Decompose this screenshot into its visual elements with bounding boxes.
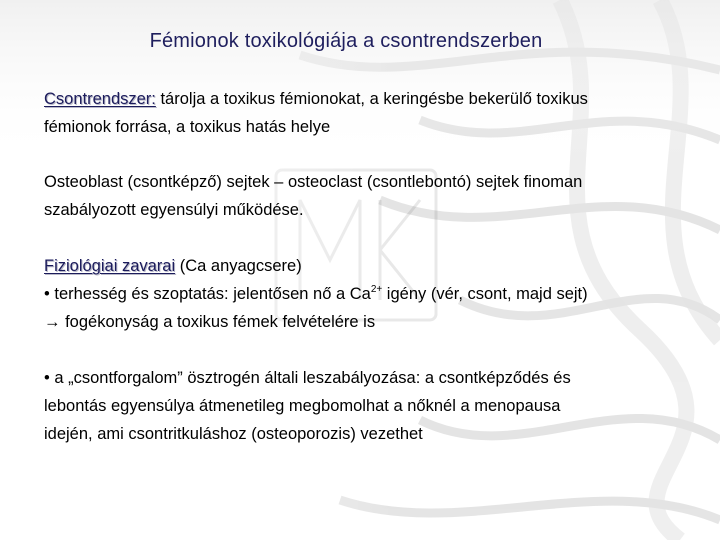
paragraph-1-line-1 bbox=[44, 90, 588, 109]
term-csontrendszer: Csontrendszer: bbox=[44, 90, 156, 108]
heading-suffix: (Ca anyagcsere) bbox=[175, 257, 302, 275]
bullet-2-line-2: lebontás egyensúlya átmenetileg megbomolhat a nőknél a menopausa bbox=[44, 397, 561, 415]
bullet-1-line-1 bbox=[44, 285, 588, 304]
bullet-1-line-2: → fogékonyság a toxikus fémek felvételére is bbox=[44, 313, 376, 331]
term-fiziologiai-zavarai: Fiziológiai zavarai bbox=[44, 257, 176, 275]
bullet-2-line-3: idején, ami csontritkuláshoz (osteoporozis) vezethet bbox=[44, 425, 423, 443]
paragraph-1-line-2: fémionok forrása, a toxikus hatás helye bbox=[44, 118, 331, 136]
bullet-2-line-1: • a „csontforgalom” ösztrogén általi leszabályozása: a csontképződés és bbox=[44, 369, 571, 387]
paragraph-3-heading bbox=[44, 257, 302, 276]
bullet-1-post: igény (vér, csont, majd sejt) bbox=[382, 285, 588, 303]
paragraph-2-line-1: Osteoblast (csontképző) sejtek – osteoclast (csontlebontó) sejtek finoman bbox=[44, 173, 583, 191]
paragraph-1-text: tárolja a toxikus fémionokat, a keringésbe bekerülő toxikus bbox=[155, 90, 588, 108]
page-title: Fémionok toxikológiája a csontrendszerben bbox=[149, 30, 543, 52]
bullet-1-pre: • terhesség és szoptatás: jelentősen nő a Ca bbox=[44, 285, 371, 303]
paragraph-2-line-2: szabályozott egyensúlyi működése. bbox=[44, 201, 304, 219]
ca-charge: 2+ bbox=[370, 284, 383, 295]
